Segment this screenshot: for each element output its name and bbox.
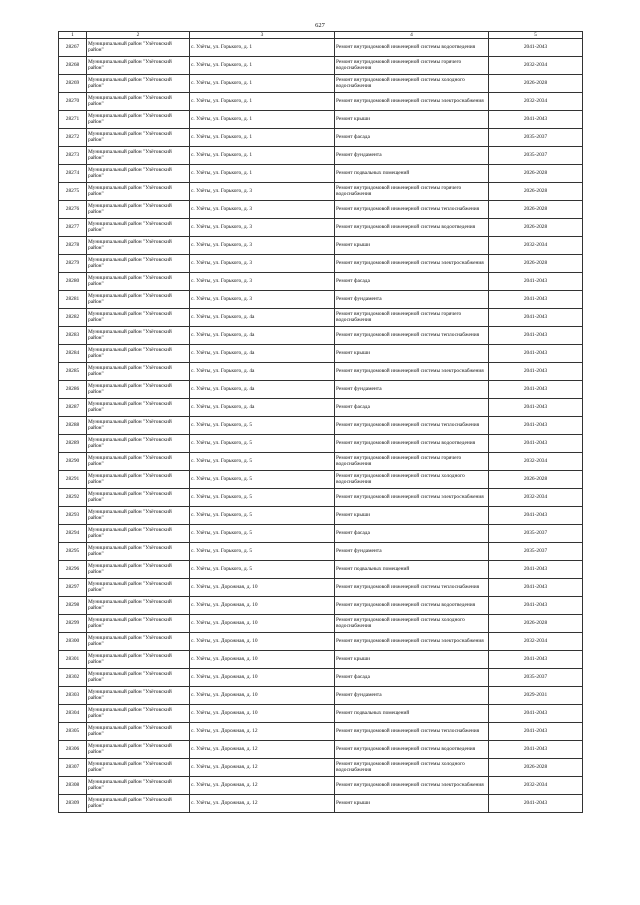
address-cell: с. Улёты, ул. Дорожная, д. 10 bbox=[190, 615, 335, 633]
table-row bbox=[59, 75, 583, 93]
row-number-cell: 28292 bbox=[59, 489, 87, 507]
municipality-cell: Муниципальный район "Улётовский район" bbox=[87, 597, 190, 615]
work-type-cell: Ремонт внутридомовой инженерной системы водоотведения bbox=[335, 39, 489, 57]
row-number-cell: 28306 bbox=[59, 741, 87, 759]
address-cell: с. Улёты, ул. Дорожная, д. 10 bbox=[190, 687, 335, 705]
work-type-cell: Ремонт фундамента bbox=[335, 543, 489, 561]
municipality-cell: Муниципальный район "Улётовский район" bbox=[87, 795, 190, 813]
table-row bbox=[59, 741, 583, 759]
table-row bbox=[59, 165, 583, 183]
work-type-cell: Ремонт фасада bbox=[335, 399, 489, 417]
address-cell: с. Улёты, ул. Горького, д. 1 bbox=[190, 129, 335, 147]
municipality-cell: Муниципальный район "Улётовский район" bbox=[87, 345, 190, 363]
period-cell: 2032-2034 bbox=[489, 453, 583, 471]
row-number-cell: 28302 bbox=[59, 669, 87, 687]
work-type-cell: Ремонт внутридомовой инженерной системы водоотведения bbox=[335, 597, 489, 615]
row-number-cell: 28276 bbox=[59, 201, 87, 219]
work-type-cell: Ремонт фундамента bbox=[335, 381, 489, 399]
row-number-cell: 28267 bbox=[59, 39, 87, 57]
address-cell: с. Улёты, ул. Горького, д. 4а bbox=[190, 327, 335, 345]
work-type-cell: Ремонт фундамента bbox=[335, 291, 489, 309]
municipality-cell: Муниципальный район "Улётовский район" bbox=[87, 489, 190, 507]
table-row bbox=[59, 507, 583, 525]
table-row bbox=[59, 183, 583, 201]
row-number-cell: 28307 bbox=[59, 759, 87, 777]
table-body bbox=[59, 32, 583, 813]
table-row bbox=[59, 381, 583, 399]
table-row bbox=[59, 525, 583, 543]
work-type-cell: Ремонт внутридомовой инженерной системы водоотведения bbox=[335, 435, 489, 453]
municipality-cell: Муниципальный район "Улётовский район" bbox=[87, 201, 190, 219]
table-row bbox=[59, 777, 583, 795]
period-cell: 2041-2043 bbox=[489, 363, 583, 381]
address-cell: с. Улёты, ул. Горького, д. 4а bbox=[190, 345, 335, 363]
municipality-cell: Муниципальный район "Улётовский район" bbox=[87, 777, 190, 795]
period-cell: 2041-2043 bbox=[489, 561, 583, 579]
address-cell: с. Улёты, ул. Дорожная, д. 12 bbox=[190, 777, 335, 795]
period-cell: 2032-2034 bbox=[489, 489, 583, 507]
table-row bbox=[59, 417, 583, 435]
municipality-cell: Муниципальный район "Улётовский район" bbox=[87, 129, 190, 147]
period-cell: 2029-2031 bbox=[489, 687, 583, 705]
row-number-cell: 28299 bbox=[59, 615, 87, 633]
row-number-cell: 28290 bbox=[59, 453, 87, 471]
work-type-cell: Ремонт внутридомовой инженерной системы холодного водоснабжения bbox=[335, 615, 489, 633]
period-cell: 2026-2028 bbox=[489, 201, 583, 219]
municipality-cell: Муниципальный район "Улётовский район" bbox=[87, 633, 190, 651]
row-number-cell: 28289 bbox=[59, 435, 87, 453]
header-cell-4: 4 bbox=[335, 32, 489, 39]
municipality-cell: Муниципальный район "Улётовский район" bbox=[87, 183, 190, 201]
row-number-cell: 28280 bbox=[59, 273, 87, 291]
table-row bbox=[59, 543, 583, 561]
address-cell: с. Улёты, ул. Горького, д. 5 bbox=[190, 507, 335, 525]
row-number-cell: 28285 bbox=[59, 363, 87, 381]
table-row bbox=[59, 39, 583, 57]
work-type-cell: Ремонт внутридомовой инженерной системы электроснабжения bbox=[335, 633, 489, 651]
municipality-cell: Муниципальный район "Улётовский район" bbox=[87, 687, 190, 705]
municipality-cell: Муниципальный район "Улётовский район" bbox=[87, 237, 190, 255]
row-number-cell: 28268 bbox=[59, 57, 87, 75]
table-row bbox=[59, 363, 583, 381]
address-cell: с. Улёты, ул. Дорожная, д. 12 bbox=[190, 723, 335, 741]
table-row bbox=[59, 435, 583, 453]
period-cell: 2035-2037 bbox=[489, 525, 583, 543]
municipality-cell: Муниципальный район "Улётовский район" bbox=[87, 723, 190, 741]
work-type-cell: Ремонт внутридомовой инженерной системы холодного водоснабжения bbox=[335, 75, 489, 93]
address-cell: с. Улёты, ул. Дорожная, д. 10 bbox=[190, 633, 335, 651]
period-cell: 2026-2028 bbox=[489, 183, 583, 201]
period-cell: 2041-2043 bbox=[489, 723, 583, 741]
table-row bbox=[59, 399, 583, 417]
municipality-cell: Муниципальный район "Улётовский район" bbox=[87, 579, 190, 597]
table-row bbox=[59, 795, 583, 813]
period-cell: 2032-2034 bbox=[489, 777, 583, 795]
address-cell: с. Улёты, ул. Горького, д. 3 bbox=[190, 201, 335, 219]
row-number-cell: 28279 bbox=[59, 255, 87, 273]
table-row bbox=[59, 327, 583, 345]
work-type-cell: Ремонт внутридомовой инженерной системы теплоснабжения bbox=[335, 327, 489, 345]
row-number-cell: 28283 bbox=[59, 327, 87, 345]
period-cell: 2026-2028 bbox=[489, 759, 583, 777]
work-type-cell: Ремонт фундамента bbox=[335, 147, 489, 165]
table-row bbox=[59, 471, 583, 489]
row-number-cell: 28304 bbox=[59, 705, 87, 723]
municipality-cell: Муниципальный район "Улётовский район" bbox=[87, 759, 190, 777]
work-type-cell: Ремонт внутридомовой инженерной системы электроснабжения bbox=[335, 93, 489, 111]
period-cell: 2026-2028 bbox=[489, 255, 583, 273]
period-cell: 2041-2043 bbox=[489, 795, 583, 813]
work-type-cell: Ремонт крыши bbox=[335, 507, 489, 525]
work-type-cell: Ремонт внутридомовой инженерной системы теплоснабжения bbox=[335, 417, 489, 435]
row-number-cell: 28277 bbox=[59, 219, 87, 237]
address-cell: с. Улёты, ул. Горького, д. 4а bbox=[190, 309, 335, 327]
header-cell-2: 2 bbox=[87, 32, 190, 39]
table-header-row bbox=[59, 32, 583, 39]
municipality-cell: Муниципальный район "Улётовский район" bbox=[87, 453, 190, 471]
address-cell: с. Улёты, ул. Горького, д. 3 bbox=[190, 255, 335, 273]
table-row bbox=[59, 669, 583, 687]
municipality-cell: Муниципальный район "Улётовский район" bbox=[87, 273, 190, 291]
municipality-cell: Муниципальный район "Улётовский район" bbox=[87, 39, 190, 57]
work-type-cell: Ремонт внутридомовой инженерной системы электроснабжения bbox=[335, 255, 489, 273]
period-cell: 2041-2043 bbox=[489, 345, 583, 363]
work-type-cell: Ремонт внутридомовой инженерной системы горячего водоснабжения bbox=[335, 183, 489, 201]
period-cell: 2026-2028 bbox=[489, 165, 583, 183]
table-row bbox=[59, 255, 583, 273]
period-cell: 2041-2043 bbox=[489, 273, 583, 291]
address-cell: с. Улёты, ул. Дорожная, д. 12 bbox=[190, 741, 335, 759]
period-cell: 2041-2043 bbox=[489, 507, 583, 525]
row-number-cell: 28275 bbox=[59, 183, 87, 201]
municipality-cell: Муниципальный район "Улётовский район" bbox=[87, 669, 190, 687]
municipality-cell: Муниципальный район "Улётовский район" bbox=[87, 219, 190, 237]
period-cell: 2026-2028 bbox=[489, 615, 583, 633]
municipality-cell: Муниципальный район "Улётовский район" bbox=[87, 399, 190, 417]
address-cell: с. Улёты, ул. Дорожная, д. 10 bbox=[190, 597, 335, 615]
municipality-cell: Муниципальный район "Улётовский район" bbox=[87, 705, 190, 723]
table-row bbox=[59, 561, 583, 579]
row-number-cell: 28269 bbox=[59, 75, 87, 93]
row-number-cell: 28288 bbox=[59, 417, 87, 435]
period-cell: 2041-2043 bbox=[489, 417, 583, 435]
work-type-cell: Ремонт подвальных помещений bbox=[335, 561, 489, 579]
table-row bbox=[59, 723, 583, 741]
work-type-cell: Ремонт крыши bbox=[335, 345, 489, 363]
header-cell-5: 5 bbox=[489, 32, 583, 39]
municipality-cell: Муниципальный район "Улётовский район" bbox=[87, 255, 190, 273]
municipality-cell: Муниципальный район "Улётовский район" bbox=[87, 417, 190, 435]
municipality-cell: Муниципальный район "Улётовский район" bbox=[87, 525, 190, 543]
row-number-cell: 28291 bbox=[59, 471, 87, 489]
table-row bbox=[59, 597, 583, 615]
address-cell: с. Улёты, ул. Горького, д. 1 bbox=[190, 39, 335, 57]
table-row bbox=[59, 219, 583, 237]
address-cell: с. Улёты, ул. Горького, д. 1 bbox=[190, 75, 335, 93]
work-type-cell: Ремонт внутридомовой инженерной системы водоотведения bbox=[335, 219, 489, 237]
work-type-cell: Ремонт внутридомовой инженерной системы водоотведения bbox=[335, 741, 489, 759]
address-cell: с. Улёты, ул. Горького, д. 5 bbox=[190, 489, 335, 507]
row-number-cell: 28301 bbox=[59, 651, 87, 669]
row-number-cell: 28309 bbox=[59, 795, 87, 813]
address-cell: с. Улёты, ул. Горького, д. 3 bbox=[190, 237, 335, 255]
period-cell: 2041-2043 bbox=[489, 597, 583, 615]
address-cell: с. Улёты, ул. Горького, д. 1 bbox=[190, 57, 335, 75]
work-type-cell: Ремонт внутридомовой инженерной системы электроснабжения bbox=[335, 489, 489, 507]
address-cell: с. Улёты, ул. Горького, д. 4а bbox=[190, 363, 335, 381]
table-row bbox=[59, 759, 583, 777]
page-number: 627 bbox=[315, 22, 325, 29]
period-cell: 2041-2043 bbox=[489, 579, 583, 597]
address-cell: с. Улёты, ул. Горького, д. 3 bbox=[190, 273, 335, 291]
table-row bbox=[59, 93, 583, 111]
address-cell: с. Улёты, ул. Горького, д. 3 bbox=[190, 183, 335, 201]
municipality-cell: Муниципальный район "Улётовский район" bbox=[87, 147, 190, 165]
row-number-cell: 28303 bbox=[59, 687, 87, 705]
address-cell: с. Улёты, ул. Горького, д. 5 bbox=[190, 525, 335, 543]
period-cell: 2041-2043 bbox=[489, 291, 583, 309]
table-row bbox=[59, 453, 583, 471]
period-cell: 2032-2034 bbox=[489, 237, 583, 255]
table-row bbox=[59, 273, 583, 291]
header-cell-3: 3 bbox=[190, 32, 335, 39]
municipality-cell: Муниципальный район "Улётовский район" bbox=[87, 309, 190, 327]
address-cell: с. Улёты, ул. Горького, д. 1 bbox=[190, 93, 335, 111]
table-row bbox=[59, 651, 583, 669]
work-type-cell: Ремонт фасада bbox=[335, 129, 489, 147]
table-row bbox=[59, 489, 583, 507]
row-number-cell: 28305 bbox=[59, 723, 87, 741]
municipality-cell: Муниципальный район "Улётовский район" bbox=[87, 615, 190, 633]
address-cell: с. Улёты, ул. Горького, д. 1 bbox=[190, 165, 335, 183]
period-cell: 2032-2034 bbox=[489, 93, 583, 111]
repair-schedule-table bbox=[58, 31, 583, 813]
work-type-cell: Ремонт фундамента bbox=[335, 687, 489, 705]
municipality-cell: Муниципальный район "Улётовский район" bbox=[87, 111, 190, 129]
table-row bbox=[59, 237, 583, 255]
work-type-cell: Ремонт подвальных помещений bbox=[335, 165, 489, 183]
municipality-cell: Муниципальный район "Улётовский район" bbox=[87, 507, 190, 525]
address-cell: с. Улёты, ул. Горького, д. 4а bbox=[190, 381, 335, 399]
municipality-cell: Муниципальный район "Улётовский район" bbox=[87, 165, 190, 183]
row-number-cell: 28270 bbox=[59, 93, 87, 111]
row-number-cell: 28278 bbox=[59, 237, 87, 255]
work-type-cell: Ремонт подвальных помещений bbox=[335, 705, 489, 723]
work-type-cell: Ремонт внутридомовой инженерной системы электроснабжения bbox=[335, 363, 489, 381]
row-number-cell: 28295 bbox=[59, 543, 87, 561]
address-cell: с. Улёты, ул. Горького, д. 5 bbox=[190, 453, 335, 471]
period-cell: 2041-2043 bbox=[489, 309, 583, 327]
period-cell: 2026-2028 bbox=[489, 471, 583, 489]
period-cell: 2041-2043 bbox=[489, 327, 583, 345]
period-cell: 2041-2043 bbox=[489, 705, 583, 723]
work-type-cell: Ремонт внутридомовой инженерной системы теплоснабжения bbox=[335, 201, 489, 219]
row-number-cell: 28282 bbox=[59, 309, 87, 327]
work-type-cell: Ремонт внутридомовой инженерной системы электроснабжения bbox=[335, 777, 489, 795]
municipality-cell: Муниципальный район "Улётовский район" bbox=[87, 291, 190, 309]
row-number-cell: 28272 bbox=[59, 129, 87, 147]
row-number-cell: 28296 bbox=[59, 561, 87, 579]
row-number-cell: 28293 bbox=[59, 507, 87, 525]
address-cell: с. Улёты, ул. Дорожная, д. 12 bbox=[190, 795, 335, 813]
row-number-cell: 28287 bbox=[59, 399, 87, 417]
table-row bbox=[59, 147, 583, 165]
address-cell: с. Улёты, ул. Горького, д. 1 bbox=[190, 147, 335, 165]
table-row bbox=[59, 579, 583, 597]
table-row bbox=[59, 201, 583, 219]
municipality-cell: Муниципальный район "Улётовский район" bbox=[87, 327, 190, 345]
municipality-cell: Муниципальный район "Улётовский район" bbox=[87, 561, 190, 579]
period-cell: 2041-2043 bbox=[489, 39, 583, 57]
work-type-cell: Ремонт крыши bbox=[335, 111, 489, 129]
work-type-cell: Ремонт крыши bbox=[335, 651, 489, 669]
work-type-cell: Ремонт внутридомовой инженерной системы горячего водоснабжения bbox=[335, 453, 489, 471]
address-cell: с. Улёты, ул. Горького, д. 5 bbox=[190, 435, 335, 453]
row-number-cell: 28298 bbox=[59, 597, 87, 615]
address-cell: с. Улёты, ул. Горького, д. 5 bbox=[190, 543, 335, 561]
period-cell: 2041-2043 bbox=[489, 435, 583, 453]
work-type-cell: Ремонт внутридомовой инженерной системы горячего водоснабжения bbox=[335, 309, 489, 327]
table-row bbox=[59, 633, 583, 651]
work-type-cell: Ремонт внутридомовой инженерной системы холодного водоснабжения bbox=[335, 471, 489, 489]
row-number-cell: 28271 bbox=[59, 111, 87, 129]
work-type-cell: Ремонт крыши bbox=[335, 237, 489, 255]
address-cell: с. Улёты, ул. Дорожная, д. 10 bbox=[190, 651, 335, 669]
period-cell: 2032-2034 bbox=[489, 57, 583, 75]
municipality-cell: Муниципальный район "Улётовский район" bbox=[87, 381, 190, 399]
work-type-cell: Ремонт крыши bbox=[335, 795, 489, 813]
table-row bbox=[59, 129, 583, 147]
municipality-cell: Муниципальный район "Улётовский район" bbox=[87, 93, 190, 111]
row-number-cell: 28300 bbox=[59, 633, 87, 651]
municipality-cell: Муниципальный район "Улётовский район" bbox=[87, 75, 190, 93]
work-type-cell: Ремонт внутридомовой инженерной системы горячего водоснабжения bbox=[335, 57, 489, 75]
table-row bbox=[59, 291, 583, 309]
table-row bbox=[59, 345, 583, 363]
address-cell: с. Улёты, ул. Дорожная, д. 12 bbox=[190, 759, 335, 777]
work-type-cell: Ремонт фасада bbox=[335, 669, 489, 687]
work-type-cell: Ремонт внутридомовой инженерной системы теплоснабжения bbox=[335, 579, 489, 597]
address-cell: с. Улёты, ул. Горького, д. 3 bbox=[190, 219, 335, 237]
period-cell: 2041-2043 bbox=[489, 399, 583, 417]
row-number-cell: 28274 bbox=[59, 165, 87, 183]
municipality-cell: Муниципальный район "Улётовский район" bbox=[87, 471, 190, 489]
period-cell: 2035-2037 bbox=[489, 147, 583, 165]
table-row bbox=[59, 687, 583, 705]
municipality-cell: Муниципальный район "Улётовский район" bbox=[87, 57, 190, 75]
table-row bbox=[59, 309, 583, 327]
row-number-cell: 28281 bbox=[59, 291, 87, 309]
period-cell: 2032-2034 bbox=[489, 633, 583, 651]
period-cell: 2041-2043 bbox=[489, 741, 583, 759]
row-number-cell: 28286 bbox=[59, 381, 87, 399]
table-row bbox=[59, 57, 583, 75]
row-number-cell: 28294 bbox=[59, 525, 87, 543]
period-cell: 2041-2043 bbox=[489, 111, 583, 129]
address-cell: с. Улёты, ул. Горького, д. 3 bbox=[190, 291, 335, 309]
row-number-cell: 28297 bbox=[59, 579, 87, 597]
table-row bbox=[59, 705, 583, 723]
address-cell: с. Улёты, ул. Дорожная, д. 10 bbox=[190, 669, 335, 687]
address-cell: с. Улёты, ул. Дорожная, д. 10 bbox=[190, 579, 335, 597]
municipality-cell: Муниципальный район "Улётовский район" bbox=[87, 741, 190, 759]
municipality-cell: Муниципальный район "Улётовский район" bbox=[87, 363, 190, 381]
row-number-cell: 28273 bbox=[59, 147, 87, 165]
address-cell: с. Улёты, ул. Дорожная, д. 10 bbox=[190, 705, 335, 723]
table-row bbox=[59, 615, 583, 633]
address-cell: с. Улёты, ул. Горького, д. 5 bbox=[190, 417, 335, 435]
row-number-cell: 28308 bbox=[59, 777, 87, 795]
period-cell: 2026-2028 bbox=[489, 219, 583, 237]
work-type-cell: Ремонт внутридомовой инженерной системы холодного водоснабжения bbox=[335, 759, 489, 777]
municipality-cell: Муниципальный район "Улётовский район" bbox=[87, 435, 190, 453]
period-cell: 2041-2043 bbox=[489, 651, 583, 669]
header-cell-1: 1 bbox=[59, 32, 87, 39]
period-cell: 2026-2028 bbox=[489, 75, 583, 93]
address-cell: с. Улёты, ул. Горького, д. 5 bbox=[190, 471, 335, 489]
address-cell: с. Улёты, ул. Горького, д. 4а bbox=[190, 399, 335, 417]
address-cell: с. Улёты, ул. Горького, д. 5 bbox=[190, 561, 335, 579]
table-row bbox=[59, 111, 583, 129]
municipality-cell: Муниципальный район "Улётовский район" bbox=[87, 543, 190, 561]
work-type-cell: Ремонт фасада bbox=[335, 525, 489, 543]
work-type-cell: Ремонт внутридомовой инженерной системы теплоснабжения bbox=[335, 723, 489, 741]
period-cell: 2035-2037 bbox=[489, 543, 583, 561]
address-cell: с. Улёты, ул. Горького, д. 1 bbox=[190, 111, 335, 129]
municipality-cell: Муниципальный район "Улётовский район" bbox=[87, 651, 190, 669]
period-cell: 2035-2037 bbox=[489, 129, 583, 147]
period-cell: 2041-2043 bbox=[489, 381, 583, 399]
row-number-cell: 28284 bbox=[59, 345, 87, 363]
period-cell: 2035-2037 bbox=[489, 669, 583, 687]
work-type-cell: Ремонт фасада bbox=[335, 273, 489, 291]
